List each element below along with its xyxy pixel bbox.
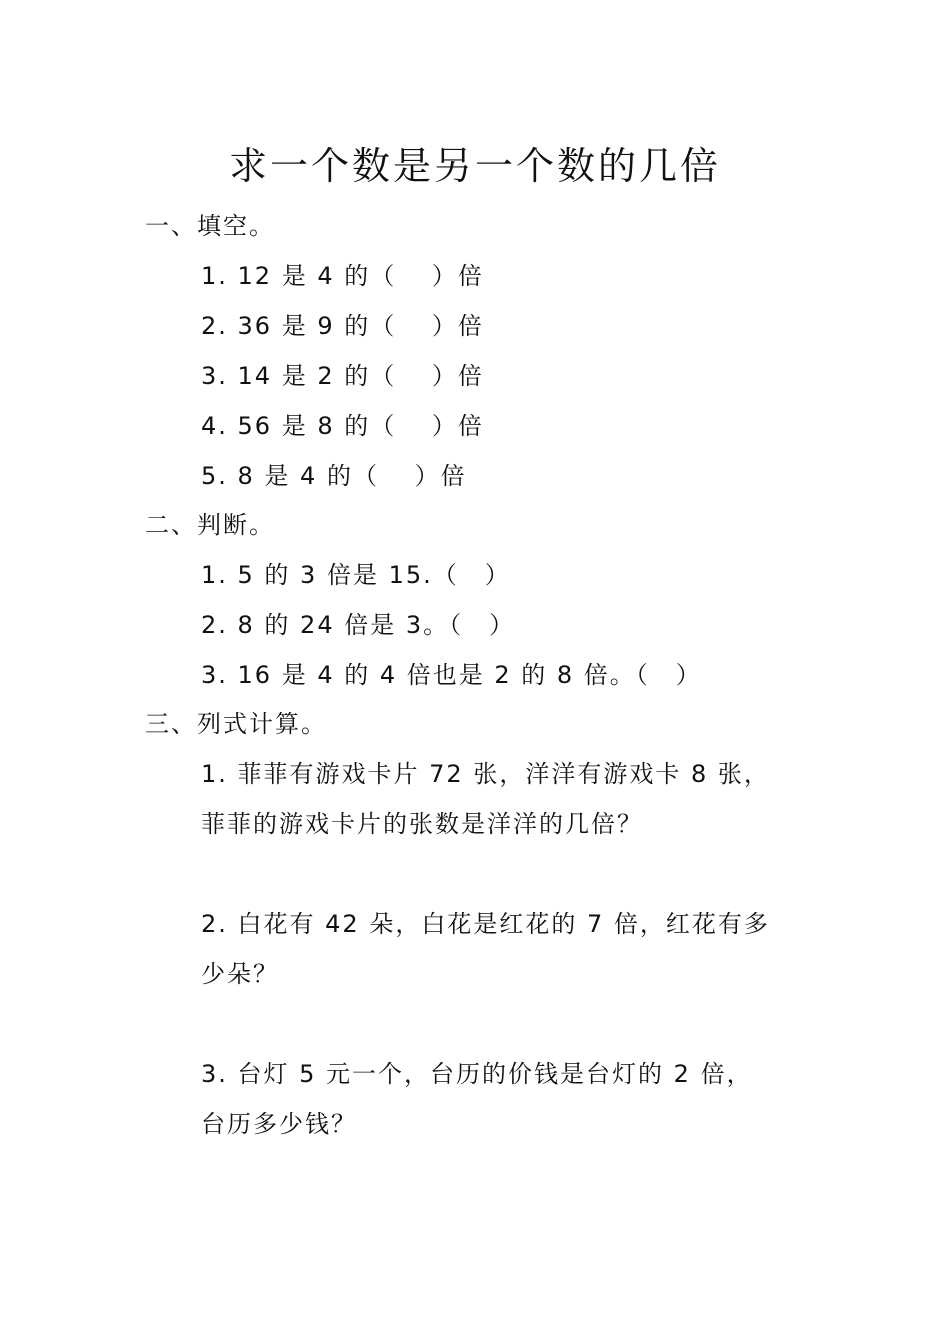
true-false-item-1: 1. 5 的 3 倍是 15.（ ） xyxy=(201,561,511,589)
section-heading-true-false: 二、判断。 xyxy=(145,511,275,539)
section-heading-fill-blank: 一、填空。 xyxy=(145,212,275,240)
true-false-item-3: 3. 16 是 4 的 4 倍也是 2 的 8 倍。（ ） xyxy=(201,661,702,689)
fill-blank-item-5: 5. 8 是 4 的（ ）倍 xyxy=(201,462,467,490)
true-false-item-2: 2. 8 的 24 倍是 3。（ ） xyxy=(201,611,516,639)
problem-1-line-2: 菲菲的游戏卡片的张数是洋洋的几倍？ xyxy=(201,810,643,838)
fill-blank-item-1: 1. 12 是 4 的（ ）倍 xyxy=(201,262,484,290)
problem-2-line-2: 少朵？ xyxy=(201,960,279,988)
page-title: 求一个数是另一个数的几倍 xyxy=(228,144,721,188)
section-heading-calculation: 三、列式计算。 xyxy=(145,710,327,738)
fill-blank-item-2: 2. 36 是 9 的（ ）倍 xyxy=(201,312,484,340)
fill-blank-item-3: 3. 14 是 2 的（ ）倍 xyxy=(201,362,484,390)
problem-2-line-1: 2. 白花有 42 朵，白花是红花的 7 倍，红花有多 xyxy=(201,910,770,938)
problem-3-line-2: 台历多少钱？ xyxy=(201,1110,357,1138)
fill-blank-item-4: 4. 56 是 8 的（ ）倍 xyxy=(201,412,484,440)
problem-3-line-1: 3. 台灯 5 元一个，台历的价钱是台灯的 2 倍， xyxy=(201,1060,753,1088)
problem-1-line-1: 1. 菲菲有游戏卡片 72 张，洋洋有游戏卡 8 张， xyxy=(201,760,770,788)
